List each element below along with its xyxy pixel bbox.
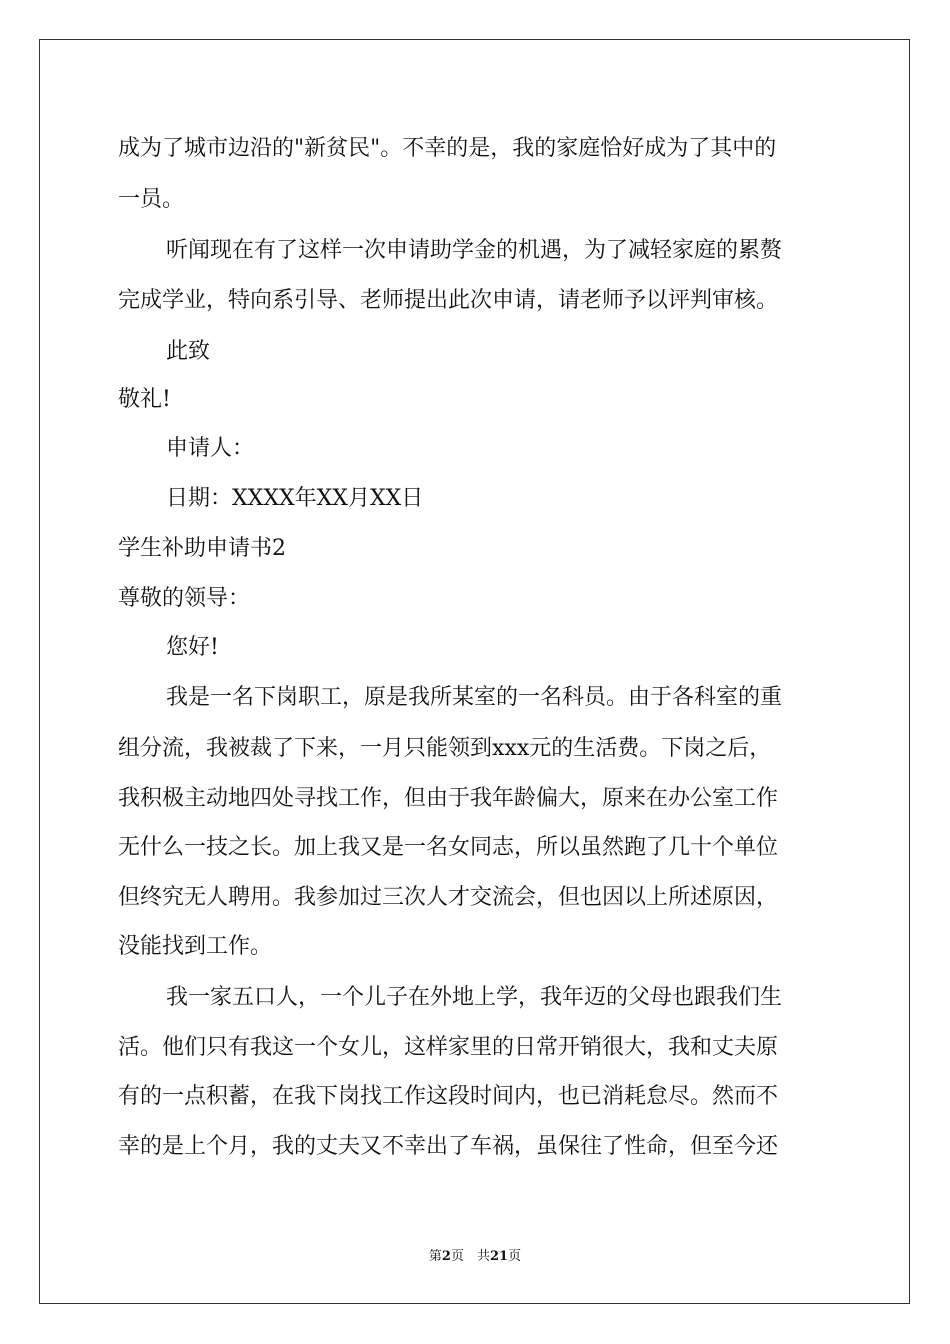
- footer-mid: 页 共: [450, 1249, 490, 1264]
- text-line: 敬礼!: [118, 387, 171, 412]
- page-border: [39, 39, 910, 1304]
- text-line: 您好!: [166, 635, 219, 660]
- text-line: 尊敬的领导：: [118, 586, 251, 611]
- text-line: 有的一点积蓄，在我下岗找工作这段时间内，也已消耗怠尽。然而不: [118, 1084, 779, 1109]
- footer-prefix: 第: [428, 1249, 442, 1264]
- footer-suffix: 页: [508, 1249, 522, 1264]
- page-number-footer: [0, 1245, 950, 1264]
- text-line: 成为了城市边沿的"新贫民"。不幸的是，我的家庭恰好成为了其中的: [118, 136, 777, 161]
- text-line: 申请人：: [166, 436, 255, 461]
- text-line: 幸的是上个月，我的丈夫又不幸出了车祸，虽保往了性命，但至今还: [118, 1134, 779, 1159]
- total-page-number: 21: [489, 1249, 509, 1264]
- text-line: 听闻现在有了这样一次申请助学金的机遇，为了减轻家庭的累赘: [166, 238, 783, 263]
- section-title: 学生补助申请书2: [118, 536, 286, 561]
- current-page-number: 2: [441, 1249, 451, 1264]
- text-line: 完成学业，特向系引导、老师提出此次申请，请老师予以评判审核。: [118, 288, 779, 313]
- text-line: 我是一名下岗职工，原是我所某室的一名科员。由于各科室的重: [166, 685, 783, 710]
- text-line: 日期：XXXX年XX月XX日: [166, 486, 424, 511]
- text-line: 我积极主动地四处寻找工作，但由于我年龄偏大，原来在办公室工作: [118, 786, 779, 811]
- text-line: 但终究无人聘用。我参加过三次人才交流会，但也因以上所述原因，: [118, 885, 779, 910]
- text-line: 我一家五口人，一个儿子在外地上学，我年迈的父母也跟我们生: [166, 985, 783, 1010]
- text-line: 没能找到工作。: [118, 934, 273, 959]
- text-line: 此致: [166, 339, 211, 364]
- text-line: 组分流，我被裁了下来，一月只能领到xxx元的生活费。下岗之后，: [118, 736, 772, 761]
- text-line: 无什么一技之长。加上我又是一名女同志，所以虽然跑了几十个单位: [118, 835, 779, 860]
- text-line: 活。他们只有我这一个女儿，这样家里的日常开销很大，我和丈夫原: [118, 1035, 779, 1060]
- text-line: 一员。: [118, 187, 185, 212]
